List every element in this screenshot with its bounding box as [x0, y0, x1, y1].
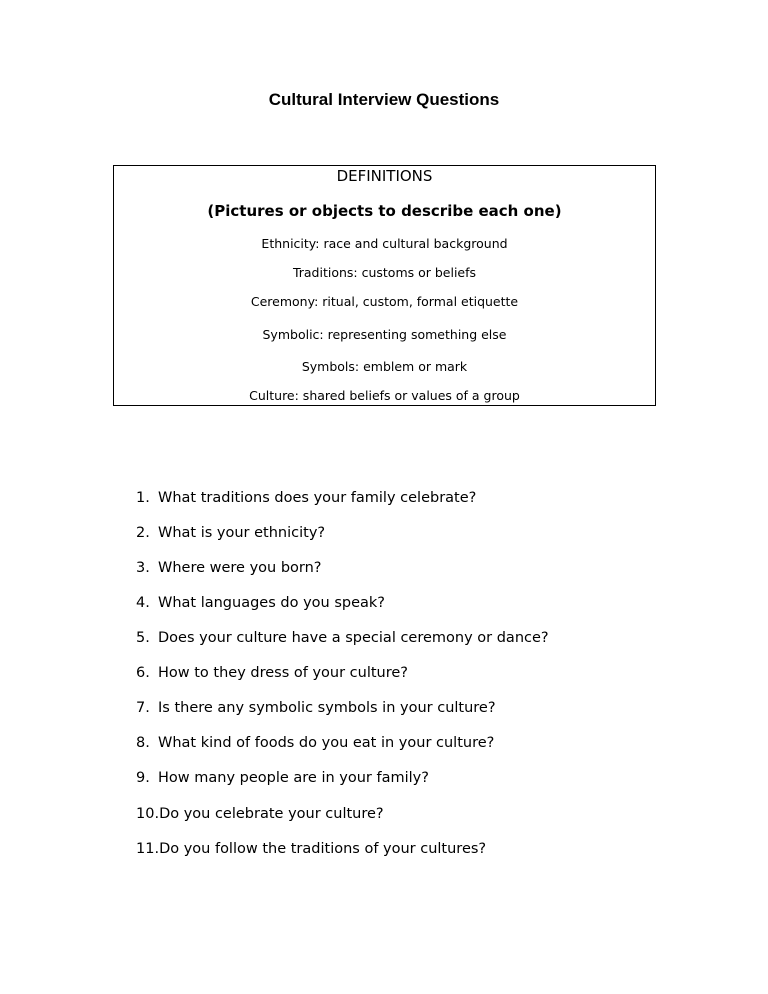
question-item [136, 768, 429, 788]
question-text: How many people are in your family? [158, 770, 429, 786]
definition-ceremony: Ceremony: ritual, custom, formal etiquette [250, 294, 519, 309]
question-text: Does your culture have a special ceremony or dance? [158, 630, 549, 646]
question-number: 10. [136, 806, 160, 822]
question-item [136, 488, 476, 508]
definitions-heading: DEFINITIONS [336, 167, 433, 185]
definitions-subheading: (Pictures or objects to describe each one) [207, 202, 562, 220]
question-number: 4. [136, 595, 150, 611]
question-number: 6. [136, 665, 150, 681]
question-text: How to they dress of your culture? [158, 665, 409, 681]
question-text: What traditions does your family celebrate? [158, 490, 477, 506]
question-text: Where were you born? [158, 560, 322, 576]
question-number: 7. [136, 700, 150, 716]
question-item [136, 558, 322, 578]
question-number: 11. [136, 841, 160, 857]
question-text: What is your ethnicity? [158, 525, 326, 541]
question-text: Is there any symbolic symbols in your culture? [158, 700, 496, 716]
definition-culture: Culture: shared beliefs or values of a group [249, 388, 520, 403]
definition-symbols: Symbols: emblem or mark [301, 359, 468, 374]
question-number: 3. [136, 560, 150, 576]
question-item [136, 593, 385, 613]
question-number: 1. [136, 490, 150, 506]
question-number: 2. [136, 525, 150, 541]
definition-ethnicity: Ethnicity: race and cultural background [261, 236, 508, 251]
question-item [136, 523, 325, 543]
question-item [136, 628, 549, 648]
definition-traditions: Traditions: customs or beliefs [292, 265, 477, 280]
question-item [136, 804, 384, 824]
question-text: Do you follow the traditions of your cultures? [159, 841, 487, 857]
question-item [136, 733, 494, 753]
question-item [136, 663, 408, 683]
question-number: 9. [136, 770, 150, 786]
question-item [136, 698, 496, 718]
question-text: What languages do you speak? [158, 595, 385, 611]
definition-symbolic: Symbolic: representing something else [262, 327, 507, 342]
question-text: What kind of foods do you eat in your culture? [158, 735, 495, 751]
document-title: Cultural Interview Questions [268, 90, 500, 109]
question-number: 5. [136, 630, 150, 646]
question-text: Do you celebrate your culture? [159, 806, 384, 822]
question-item [136, 839, 486, 859]
question-number: 8. [136, 735, 150, 751]
